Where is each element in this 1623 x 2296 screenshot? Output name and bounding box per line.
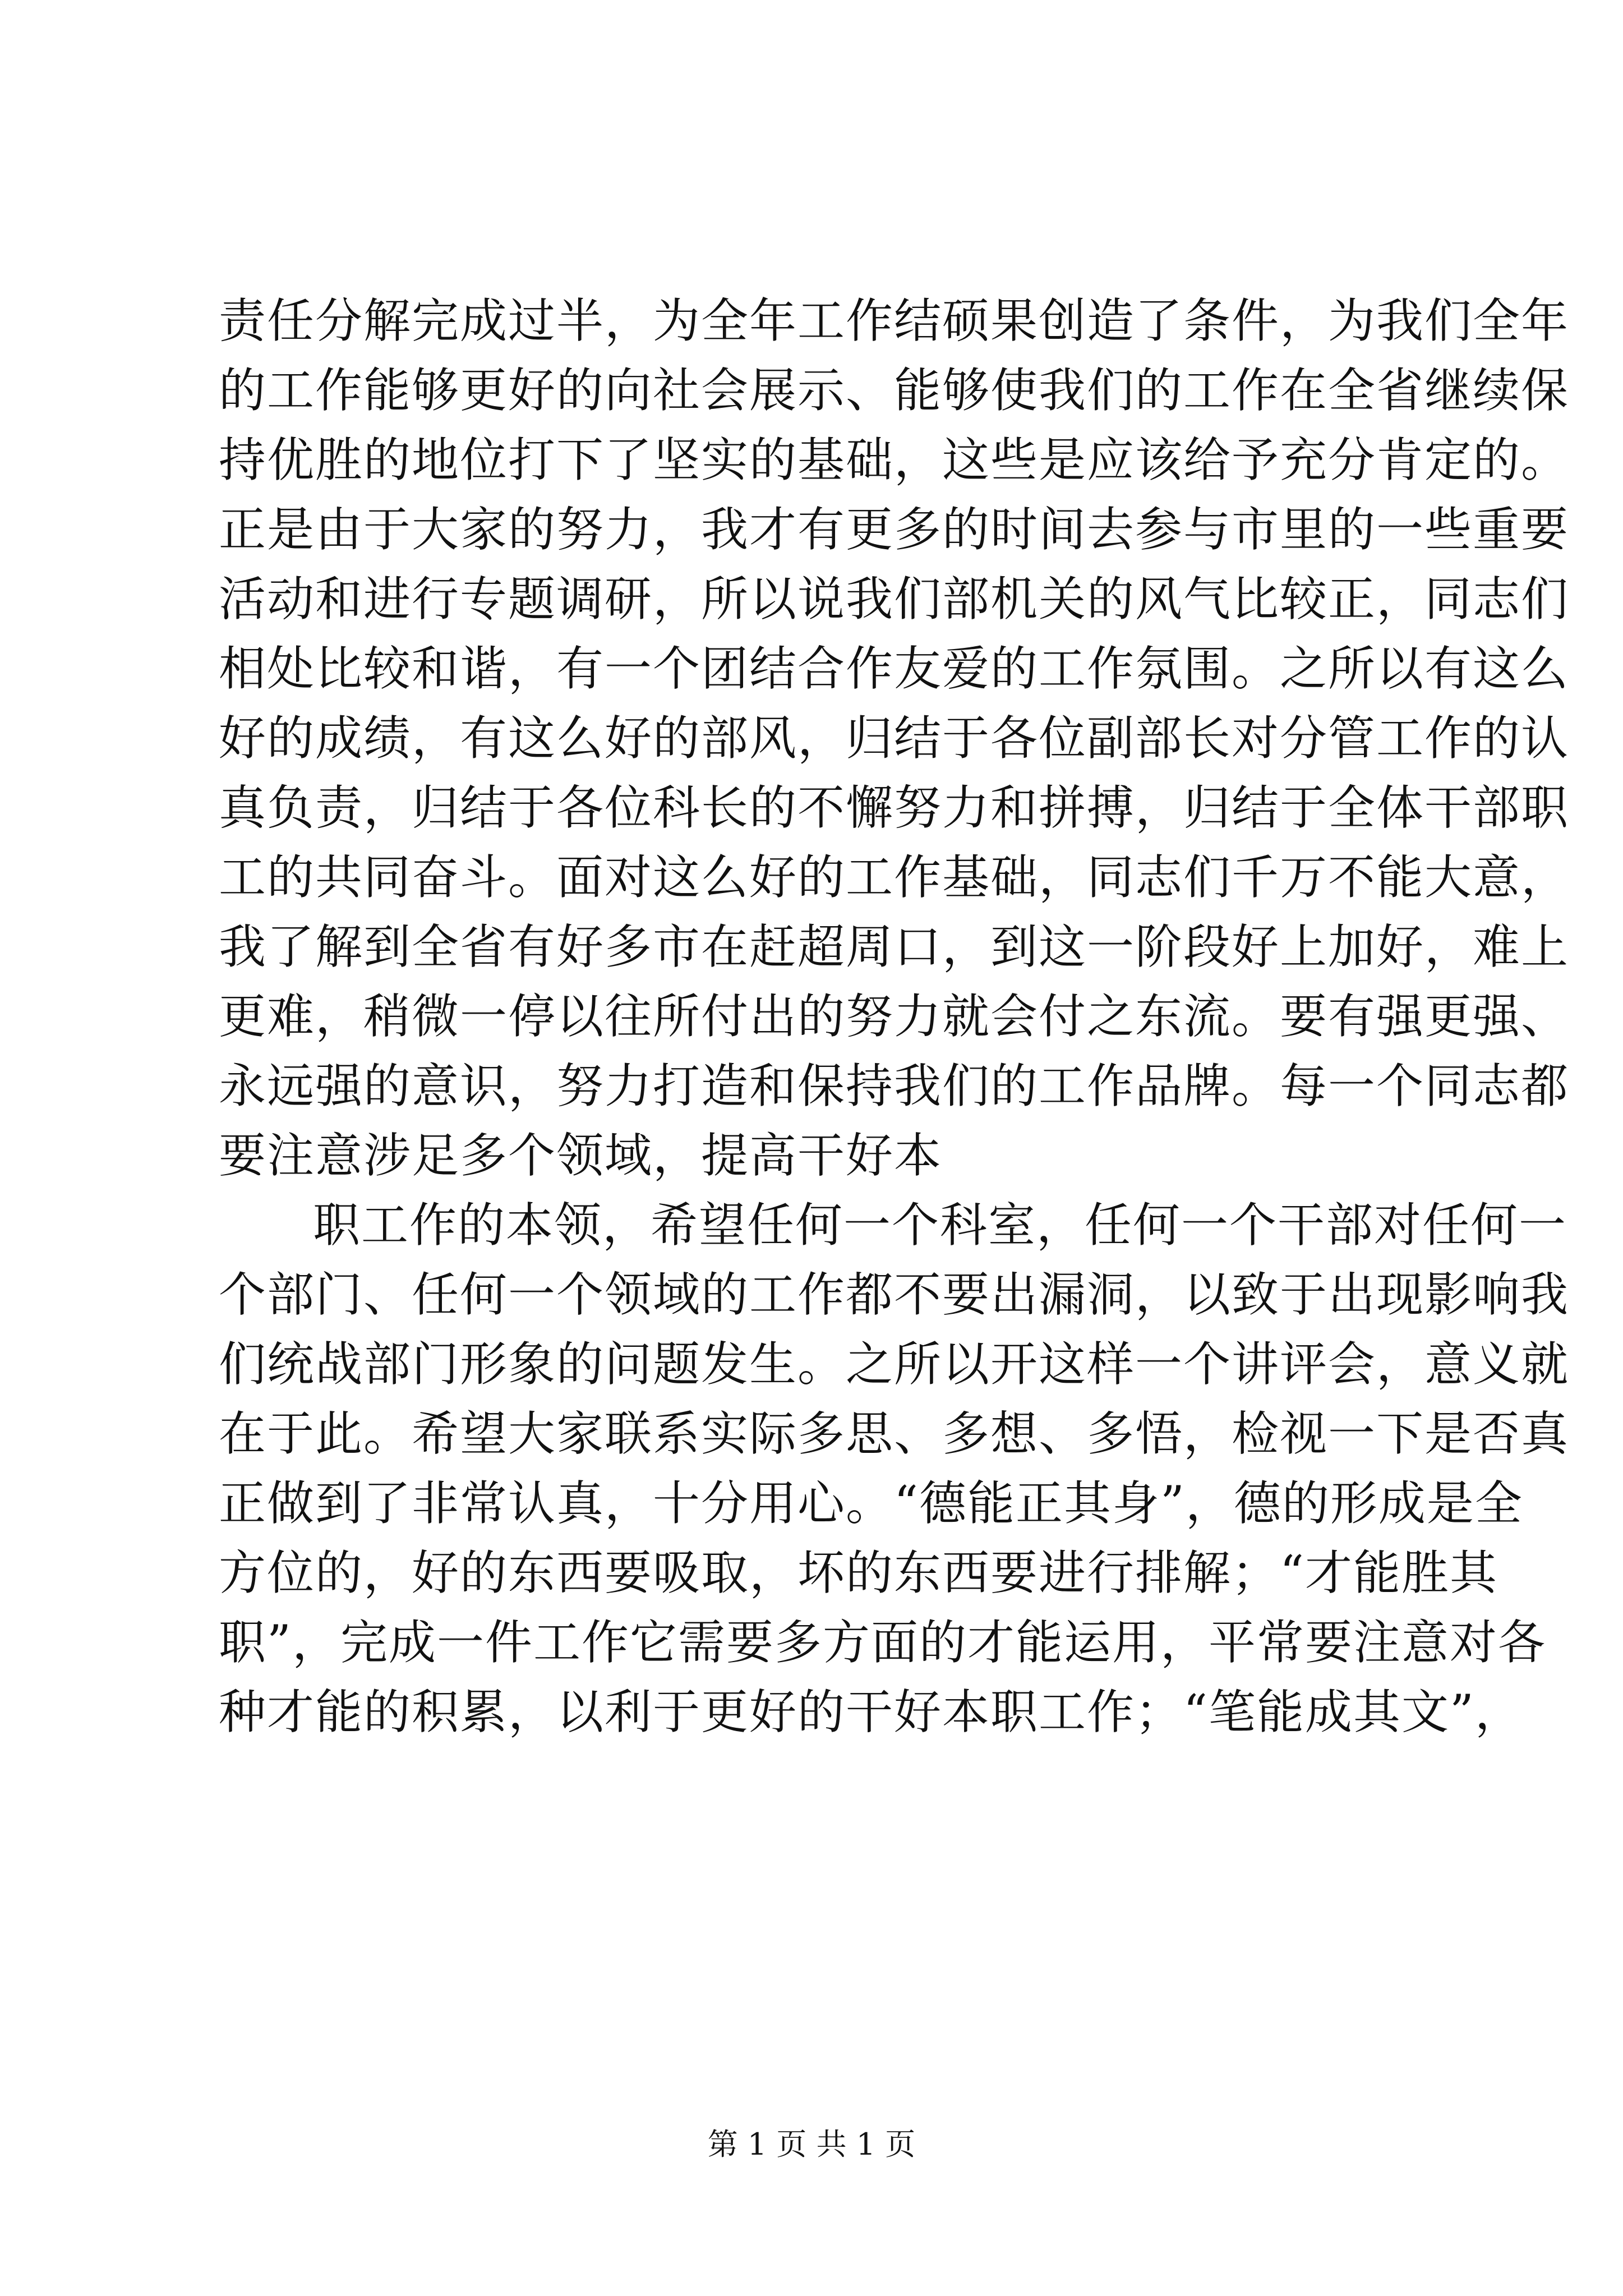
page-footer — [0, 2125, 1623, 2164]
text-line: 的工作能够更好的向社会展示、能够使我们的工作在全省继续保 — [219, 363, 1570, 418]
text-line: 我了解到全省有好多市在赶超周口，到这一阶段好上加好，难上 — [219, 919, 1570, 974]
paragraph-1 — [219, 286, 1570, 1190]
text-line: 永远强的意识，努力打造和保持我们的工作品牌。每一个同志都 — [219, 1059, 1570, 1114]
text-line: 要注意涉足多个领域，提高干好本 — [219, 1128, 943, 1183]
text-line: 职工作的本领，希望任何一个科室，任何一个干部对任何一 — [313, 1198, 1567, 1253]
text-line: 在于此。希望大家联系实际多思、多想、多悟，检视一下是否真 — [219, 1406, 1570, 1461]
text-line: 方位的，好的东西要吸取，坏的东西要进行排解；“才能胜其 — [219, 1545, 1498, 1600]
text-line: 相处比较和谐，有一个团结合作友爱的工作氛围。之所以有这么 — [219, 641, 1570, 696]
page-number-label: 第 1 页 共 1 页 — [707, 2127, 916, 2162]
text-line: 们统战部门形象的问题发生。之所以开这样一个讲评会，意义就 — [219, 1337, 1570, 1392]
text-line: 责任分解完成过半，为全年工作结硕果创造了条件，为我们全年 — [219, 293, 1570, 348]
text-line: 个部门、任何一个领域的工作都不要出漏洞，以致于出现影响我 — [219, 1267, 1570, 1322]
paragraph-2 — [219, 1190, 1570, 1747]
text-line: 种才能的积累，以利于更好的干好本职工作；“笔能成其文”， — [219, 1685, 1523, 1740]
text-line: 活动和进行专题调研，所以说我们部机关的风气比较正，同志们 — [219, 572, 1570, 627]
text-line: 持优胜的地位打下了坚实的基础，这些是应该给予充分肯定的。 — [219, 432, 1570, 487]
text-line: 职”，完成一件工作它需要多方面的才能运用，平常要注意对各 — [219, 1615, 1546, 1670]
text-line: 正做到了非常认真，十分用心。“德能正其身”，德的形成是全 — [219, 1476, 1523, 1531]
text-line: 真负责，归结于各位科长的不懈努力和拼搏，归结于全体干部职 — [219, 780, 1570, 835]
document-body — [219, 286, 1570, 1747]
text-line: 好的成绩，有这么好的部风，归结于各位副部长对分管工作的认 — [219, 711, 1570, 766]
text-line: 正是由于大家的努力，我才有更多的时间去参与市里的一些重要 — [219, 502, 1570, 557]
text-line: 更难，稍微一停以往所付出的努力就会付之东流。要有强更强、 — [219, 989, 1570, 1044]
text-line: 工的共同奋斗。面对这么好的工作基础，同志们千万不能大意， — [219, 850, 1570, 905]
